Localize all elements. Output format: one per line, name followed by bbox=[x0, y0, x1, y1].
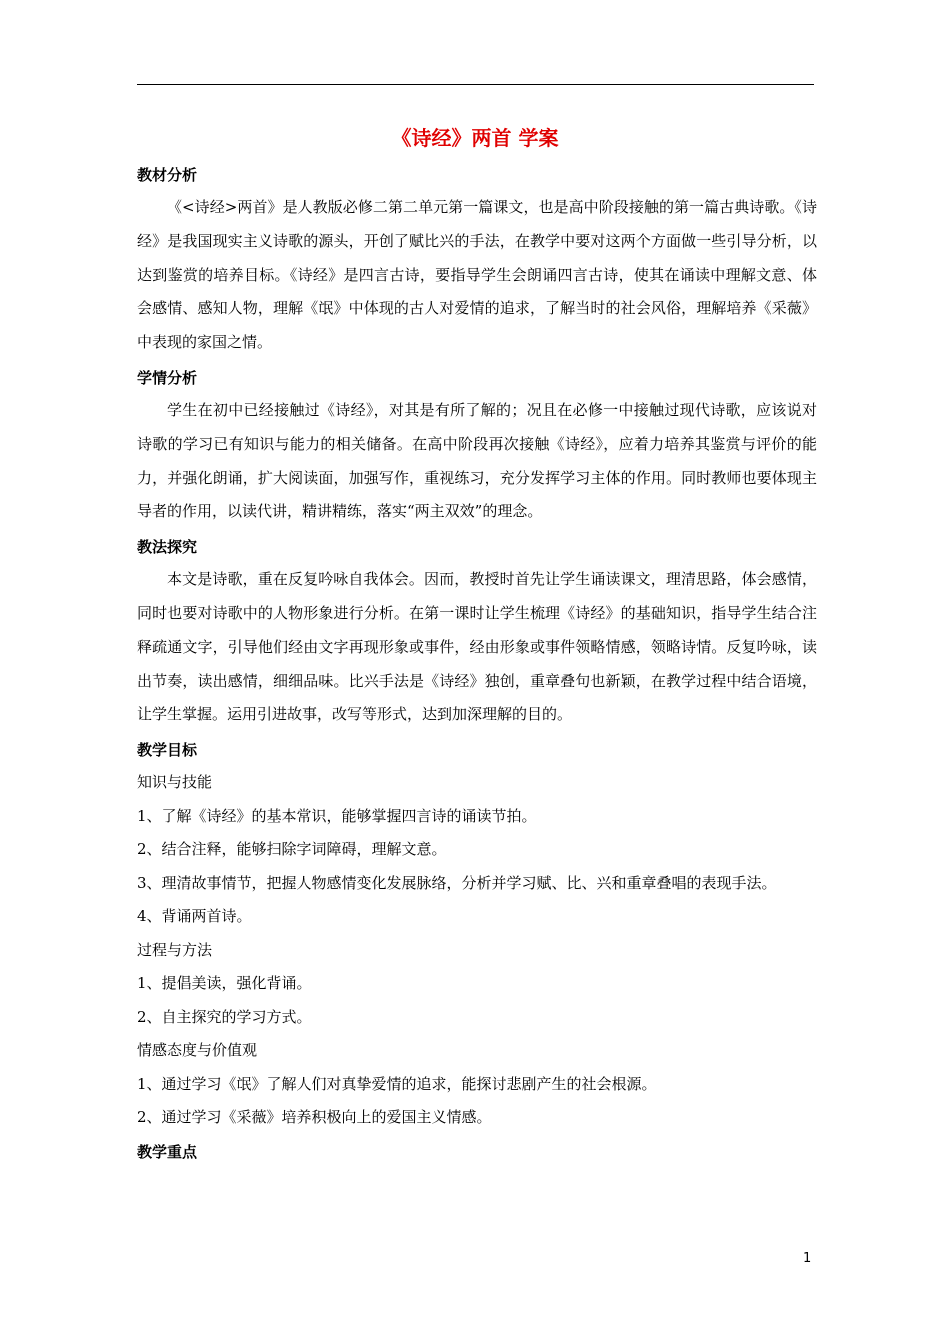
goal-item: 2、通过学习《采薇》培养积极向上的爱国主义情感。 bbox=[137, 1108, 492, 1127]
heading-student-analysis: 学情分析 bbox=[137, 368, 198, 387]
goal-item: 1、通过学习《氓》了解人们对真挚爱情的追求，能探讨悲剧产生的社会根源。 bbox=[137, 1074, 657, 1093]
goal-item: 1、了解《诗经》的基本常识，能够掌握四言诗的诵读节拍。 bbox=[137, 806, 537, 825]
document-body bbox=[137, 161, 817, 1168]
heading-textbook-analysis: 教材分析 bbox=[137, 166, 198, 184]
subheading-knowledge-skills: 知识与技能 bbox=[137, 773, 213, 792]
paragraph-textbook-analysis: 《<诗经>两首》是人教版必修二第二单元第一篇课文，也是高中阶段接触的第一篇古典诗歌。《诗经》是我国现实主义诗歌的源头，开创了赋比兴的手法，在教学中要对这两个方面做一些引导分析，以达到鉴赏的培养目标。《诗经》是四言古诗，要指导学生会朗诵四言古诗，使其在诵读中理解文意、体会感情、感知人物，理解《氓》中体现的古人对爱情的追求，了解当时的社会风俗，理解培养《采薇》中表现的家国之情。 bbox=[137, 198, 817, 352]
page-number: 1 bbox=[803, 1251, 812, 1266]
paragraph-teaching-methods: 本文是诗歌，重在反复吟咏自我体会。因而，教授时首先让学生诵读课文，理清思路，体会感情，同时也要对诗歌中的人物形象进行分析。在第一课时让学生梳理《诗经》的基础知识，指导学生结合注释疏通文字，引导他们经由文字再现形象或事件，经由形象或事件领略情感，领略诗情。反复吟咏，读出节奏，读出感情，细细品味。比兴手法是《诗经》独创，重章叠句也新颖，在教学过程中结合语境，让学生掌握。运用引进故事，改写等形式，达到加深理解的目的。 bbox=[137, 570, 817, 724]
subheading-process-methods: 过程与方法 bbox=[137, 940, 213, 959]
heading-teaching-goals: 教学目标 bbox=[137, 741, 198, 760]
heading-key-points: 教学重点 bbox=[137, 1142, 198, 1161]
goal-item: 3、理清故事情节，把握人物感情变化发展脉络，分析并学习赋、比、兴和重章叠唱的表现手法。 bbox=[137, 873, 777, 892]
header-rule bbox=[137, 84, 814, 85]
subheading-emotion-values: 情感态度与价值观 bbox=[137, 1041, 258, 1060]
goal-item: 4、背诵两首诗。 bbox=[137, 907, 252, 926]
goal-item: 1、提倡美读，强化背诵。 bbox=[137, 974, 312, 993]
heading-teaching-methods: 教法探究 bbox=[137, 538, 198, 557]
goal-item: 2、结合注释，能够扫除字词障碍，理解文意。 bbox=[137, 840, 447, 859]
goal-item: 2、自主探究的学习方式。 bbox=[137, 1007, 312, 1026]
document-title: 《诗经》两首 学案 bbox=[391, 126, 559, 150]
paragraph-student-analysis: 学生在初中已经接触过《诗经》，对其是有所了解的；况且在必修一中接触过现代诗歌，应该说对诗歌的学习已有知识与能力的相关储备。在高中阶段再次接触《诗经》，应着力培养其鉴赏与评价的能力，并强化朗诵，扩大阅读面，加强写作，重视练习，充分发挥学习主体的作用。同时教师也要体现主导者的作用，以读代讲，精讲精练，落实“两主双效”的理念。 bbox=[137, 400, 817, 521]
